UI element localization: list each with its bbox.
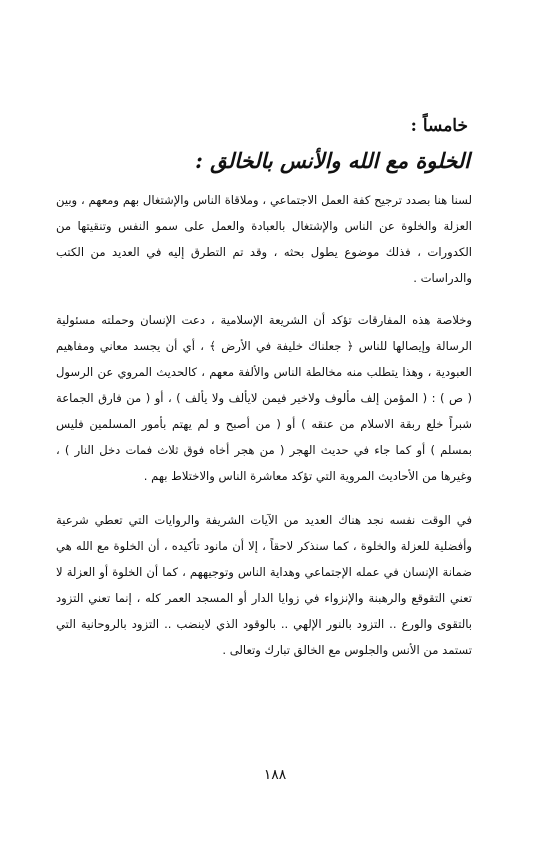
page-number: ١٨٨	[263, 767, 287, 783]
paragraph-1: لسنا هنا بصدد ترجيح كفة العمل الاجتماعي ، وملاقاة الناس والإشتغال بهم ومعهم ، وبين العزلة والخلوة عن الناس والإشتغال بالعبادة والعمل على سمو النفس وتنقيتها من الكدورات ، فذلك موضوع يطول بحثه ، وقد تم التطرق إليه في العديد من الكتب والدراسات .	[56, 193, 472, 285]
section-label: خامساً :	[410, 116, 468, 136]
paragraph-3: في الوقت نفسه نجد هناك العديد من الآيات الشريفة والروايات التي تعطي شرعية وأفضلية للعزلة والخلوة ، كما سنذكر لاحقاً ، إلا أن مانود تأكيده ، أن الخلوة مع الله هي ضمانة الإنسان في عمله الإجتماعي وهداية الناس وتوجيههم ، كما أن الخلوة أو العزلة لا تعني التقوقع والرهبنة والإنزواء في زوايا الدار أو المسجد العمر كله ، إنما تعني التزود بالتقوى والورع .. التزود بالنور الإلهي .. بالوقود الذي لاينضب .. التزود بالروحانية التي تستمد من الأنس والجلوس مع الخالق تبارك وتعالى .	[56, 513, 472, 657]
chapter-heading: الخلوة مع الله والأنس بالخالق :	[195, 148, 470, 173]
paragraph-2: وخلاصة هذه المفارقات تؤكد أن الشريعة الإسلامية ، دعت الإنسان وحملته مسئولية الرسالة وإيصالها للناس ﴿ جعلناك خليفة في الأرض ﴾ ، أي أن يجسد معاني ومفاهيم العبودية ، وهذا يتطلب منه مخالطة الناس والألفة معهم ، كالحديث المروي عن الرسول ( ص ) : ( المؤمن إلف مألوف ولاخير فيمن لايألف ولا يألف ) ، أو ( من فارق الجماعة شبراً خلع ربقة الاسلام من عنقه ) أو ( من أصبح و لم يهتم بأمور المسلمين فليس بمسلم ) أو كما جاء في حديث الهجر ( من هجر أخاه فوق ثلاث فمات دخل النار ) ، وغيرها من الأحاديث المروية التي تؤكد معاشرة الناس والاختلاط بهم .	[56, 313, 472, 483]
